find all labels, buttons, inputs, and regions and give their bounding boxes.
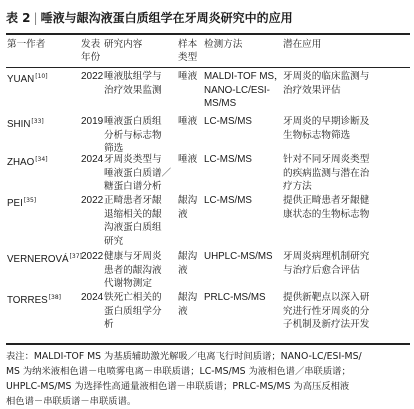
table-row-method <box>204 194 252 208</box>
table-row-author <box>7 291 61 308</box>
content-line: 研究 <box>104 235 124 247</box>
header-year-line: 发表 <box>81 39 101 50</box>
table-row-author <box>7 70 48 87</box>
note-line: 表注：MALDI-TOF MS 为基质辅助激光解吸／电离飞行时间质谱；NANO-LC/ESI-MS/ <box>6 351 362 362</box>
content-line: 唾液蛋白质谱／ <box>104 167 172 179</box>
author-ref: [10] <box>35 73 48 80</box>
application-line: 究进行性牙周炎的分 <box>283 305 370 317</box>
method-line: PRLC-MS/MS <box>204 292 266 303</box>
note-line: 相色谱－串联质谱－串联质谱。 <box>6 396 137 407</box>
table-row-sample <box>178 115 197 129</box>
author-ref: [35] <box>23 197 37 204</box>
author-ref: [37] <box>69 253 82 260</box>
header-sample-line: 样本 <box>178 39 198 50</box>
note-line: UHPLC-MS/MS 为选择性高通量液相色谱－串联质谱；PRLC-MS/MS 为高压反相液 <box>6 381 350 392</box>
table-row-content <box>104 115 162 156</box>
content-line: 正畸患者牙龈 <box>104 195 162 206</box>
table-row-year: 2024 <box>81 292 104 303</box>
method-line: LC-MS/MS <box>204 116 252 127</box>
sample-line: 龈沟 <box>178 292 198 303</box>
table-top-rule <box>6 33 410 35</box>
application-line: 的疾病监测与潜在治 <box>283 167 370 179</box>
table-row-year: 2019 <box>81 116 104 127</box>
author-name: YUAN <box>7 74 35 85</box>
header-content <box>104 38 142 51</box>
content-line: 糖蛋白谱分析 <box>104 181 162 192</box>
author-name: SHIN <box>7 119 31 130</box>
application-line: 疗方法 <box>283 181 312 192</box>
method-line: UHPLC-MS/MS <box>204 251 273 262</box>
content-line: 铁死亡相关的 <box>104 292 162 303</box>
method-line: MS/MS <box>204 98 237 109</box>
method-line: LC-MS/MS <box>204 195 252 206</box>
author-name: TORRES <box>7 295 48 306</box>
application-line: 针对不同牙周炎类型 <box>283 154 370 165</box>
sample-line: 唾液 <box>178 71 198 82</box>
table-row-sample <box>178 194 197 221</box>
content-line: 沟液蛋白质组 <box>104 222 162 233</box>
table-row-author <box>7 194 36 211</box>
header-method <box>204 38 242 51</box>
table-row-content <box>104 250 162 291</box>
header-author <box>7 38 45 51</box>
table-row-method <box>204 70 284 111</box>
author-name: PEI <box>7 198 23 209</box>
content-line: 治疗效果监测 <box>104 84 162 96</box>
table-row-application <box>283 250 369 277</box>
application-line: 牙周炎病理机制研究 <box>283 251 370 262</box>
author-name: VERNEROVÁ <box>7 254 69 265</box>
table-row-year: 2024 <box>81 154 104 165</box>
table-row-year: 2022 <box>81 195 104 206</box>
table-row-author <box>7 115 44 132</box>
content-line: 健康与牙周炎 <box>104 251 162 262</box>
table-row-content <box>104 70 162 97</box>
header-content-text: 研究内容 <box>104 39 143 50</box>
table-title <box>6 9 293 26</box>
application-line: 治疗效果评估 <box>283 84 341 96</box>
sample-line: 龈沟 <box>178 195 198 206</box>
table-row-content <box>104 291 162 332</box>
content-line: 唾液肽组学与 <box>104 71 162 82</box>
header-application-text: 潜在应用 <box>283 39 322 50</box>
author-ref: [38] <box>48 294 61 301</box>
table-row-application <box>283 70 369 97</box>
table-row-sample <box>178 250 197 277</box>
application-line: 提供正畸患者牙龈健 <box>283 195 370 206</box>
application-line: 牙周炎的早期诊断及 <box>283 116 370 127</box>
table-title-text: 唾液与龈沟液蛋白质组学在牙周炎研究中的应用 <box>40 11 293 25</box>
table-row-year: 2022 <box>81 71 104 82</box>
table-row-sample <box>178 291 197 318</box>
header-application <box>283 38 321 51</box>
content-line: 患者的龈沟液 <box>104 264 162 276</box>
application-line: 生物标志物筛选 <box>283 129 351 141</box>
table-row-year: 2022 <box>81 251 104 262</box>
sample-line: 液 <box>178 208 188 220</box>
application-line: 提供新靶点以深入研 <box>283 292 370 303</box>
content-line: 唾液蛋白质组 <box>104 116 162 127</box>
header-year <box>81 38 100 64</box>
method-line: MALDI-TOF MS， <box>204 71 284 82</box>
table-row-content <box>104 194 162 248</box>
table-row-sample <box>178 70 197 84</box>
header-author-text: 第一作者 <box>7 39 46 50</box>
content-line: 退缩相关的龈 <box>104 208 162 220</box>
sample-line: 液 <box>178 264 188 276</box>
content-line: 牙周炎类型与 <box>104 154 162 165</box>
content-line: 代谢物测定 <box>104 278 152 289</box>
table-row-method <box>204 291 266 305</box>
header-sample <box>178 38 197 64</box>
application-line: 子机制及新疗法开发 <box>283 319 370 330</box>
table-row-method <box>204 153 252 167</box>
sample-line: 唾液 <box>178 116 198 127</box>
header-method-text: 检测方法 <box>204 39 243 50</box>
author-name: ZHAO <box>7 157 35 168</box>
note-line: MS 为纳米液相色谱－电喷雾电离－串联质谱；LC-MS/MS 为液相色谱／串联质谱； <box>6 366 351 377</box>
method-line: LC-MS/MS <box>204 154 252 165</box>
content-line: 析 <box>104 319 114 330</box>
table-bottom-rule <box>6 343 410 345</box>
table-row-application <box>283 194 369 221</box>
method-line: NANO-LC/ESI- <box>204 84 270 96</box>
table-row-sample <box>178 153 197 167</box>
sample-line: 液 <box>178 305 188 317</box>
content-line: 分析与标志物 <box>104 129 162 141</box>
sample-line: 龈沟 <box>178 251 198 262</box>
table-row-author <box>7 250 82 267</box>
application-line: 牙周炎的临床监测与 <box>283 71 370 82</box>
content-line: 筛选 <box>104 143 124 154</box>
author-ref: [33] <box>31 118 44 125</box>
table-row-method <box>204 115 252 129</box>
header-year-line: 年份 <box>81 52 101 63</box>
header-sample-line: 类型 <box>178 52 198 63</box>
application-line: 康状态的生物标志物 <box>283 208 370 220</box>
content-line: 蛋白质组学分 <box>104 305 162 317</box>
table-note <box>6 349 410 409</box>
table-row-content <box>104 153 171 194</box>
sample-line: 唾液 <box>178 154 198 165</box>
table-row-application <box>283 115 369 142</box>
table-label: 表 2 <box>6 11 31 25</box>
table-row-method <box>204 250 273 264</box>
table-row-author <box>7 153 48 170</box>
title-separator: | <box>33 11 38 25</box>
table-header-rule <box>6 67 410 68</box>
table-row-application <box>283 153 369 194</box>
application-line: 与治疗后愈合评估 <box>283 264 360 276</box>
author-ref: [34] <box>35 156 48 163</box>
table-row-application <box>283 291 369 332</box>
